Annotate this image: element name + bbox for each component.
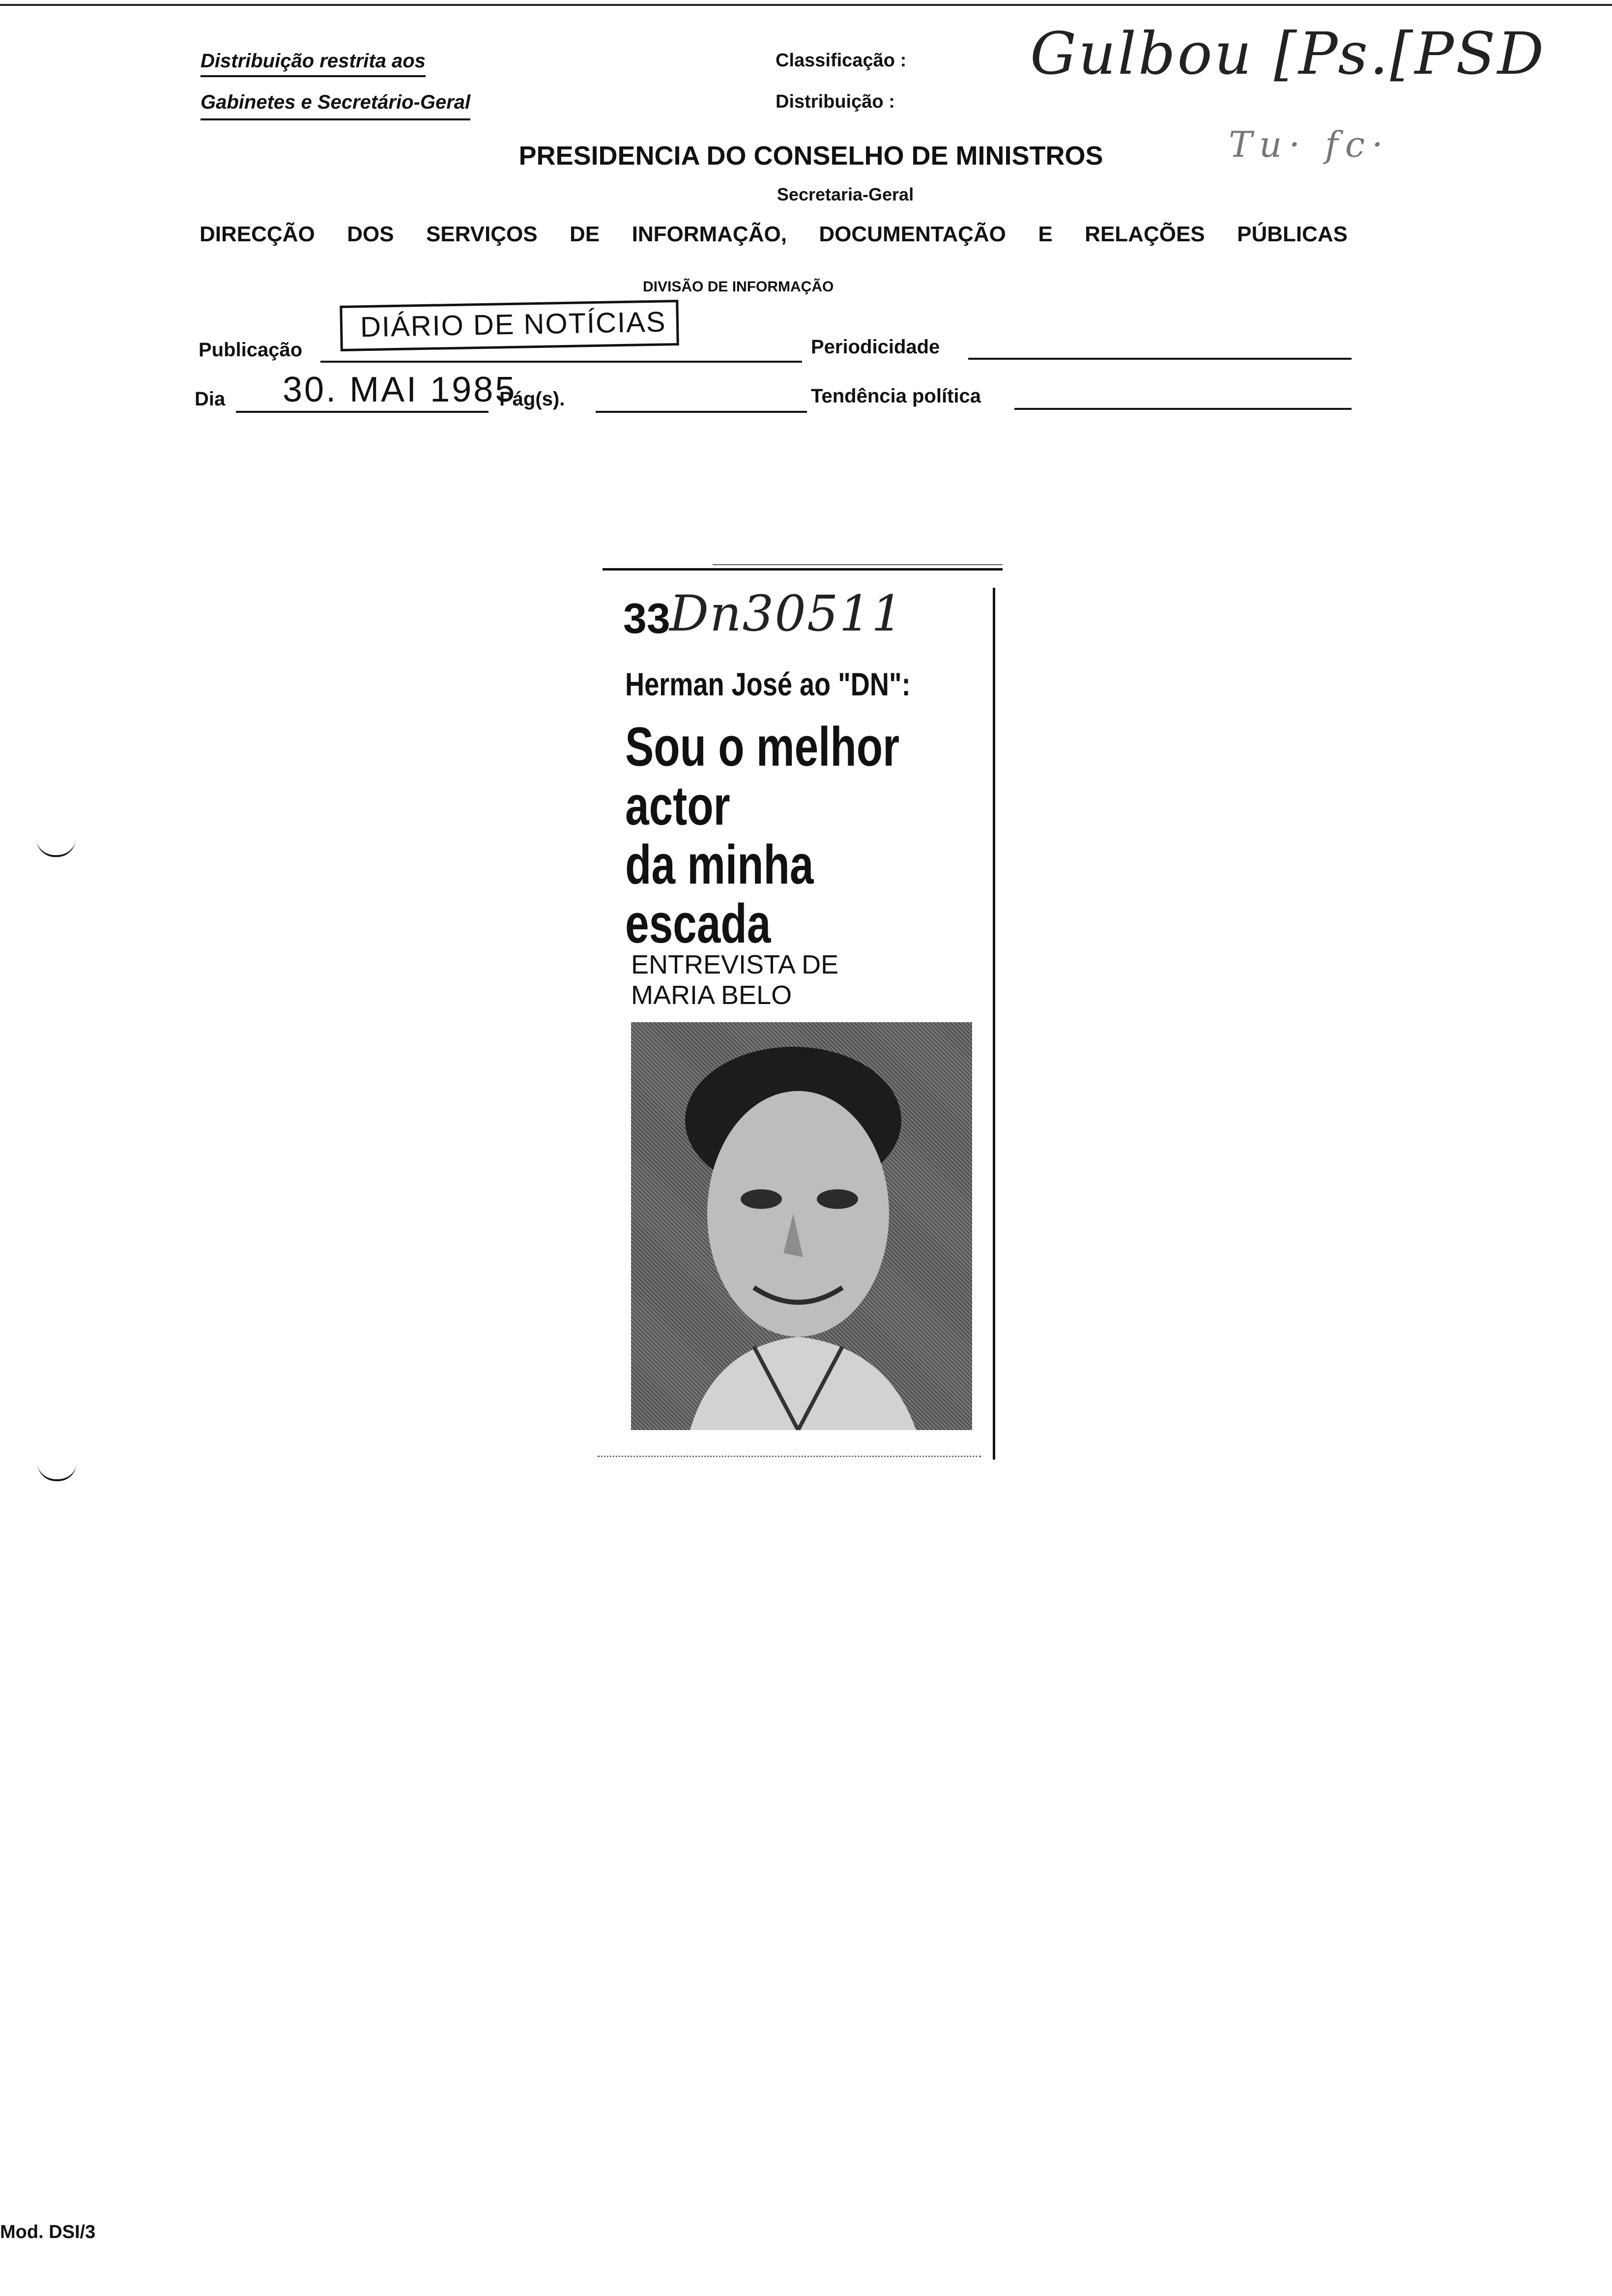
distribution-restriction-line1: Distribuição restrita aos <box>201 50 426 72</box>
clipping-top-rule <box>603 568 1003 571</box>
date-stamp: 30. MAI 1985 <box>283 370 517 409</box>
publication-label: Publicação <box>199 339 303 361</box>
headline-line: da minha <box>625 834 814 895</box>
division-title: DIVISÃO DE INFORMAÇÃO <box>643 279 834 295</box>
classification-label: Classificação : <box>776 50 907 71</box>
headline-line: actor <box>625 775 730 836</box>
periodicity-label: Periodicidade <box>811 336 940 358</box>
article-kicker: Herman José ao "DN": <box>625 666 911 702</box>
handwritten-classification: Gulbou [Ps.[PSD <box>1030 20 1546 87</box>
publication-stamp: DIÁRIO DE NOTÍCIAS <box>340 300 679 351</box>
institution-title: PRESIDENCIA DO CONSELHO DE MINISTROS <box>518 141 1103 171</box>
pages-line <box>596 411 807 413</box>
top-border-line <box>0 4 1612 6</box>
punch-mark-top <box>36 838 76 857</box>
day-label: Dia <box>195 388 226 410</box>
clipping-handwritten-reference: Dn30511 <box>669 585 904 642</box>
political-tendency-line <box>1014 408 1352 410</box>
article-byline <box>631 949 838 1010</box>
periodicity-line <box>968 358 1352 360</box>
clipping-bottom-edge <box>598 1456 981 1457</box>
headline-line: escada <box>625 893 771 954</box>
portrait-photo <box>631 1022 972 1430</box>
political-tendency-label: Tendência política <box>811 385 981 407</box>
publication-line <box>320 361 802 363</box>
day-line <box>236 411 489 413</box>
distribution-restriction-line2: Gabinetes e Secretário-Geral <box>201 91 470 114</box>
directorate-title: DIRECÇÃO DOS SERVIÇOS DE INFORMAÇÃO, DOCUMENTAÇÃO E RELAÇÕES PÚBLICAS <box>200 222 1348 246</box>
punch-mark-bottom <box>37 1463 77 1481</box>
byline-line: MARIA BELO <box>631 980 792 1010</box>
headline-line: Sou o melhor <box>625 716 900 777</box>
secretariat-subtitle: Secretaria-Geral <box>777 184 914 204</box>
distribution-label: Distribuição : <box>776 91 895 112</box>
article-headline <box>625 718 899 953</box>
byline-line: ENTREVISTA DE <box>631 950 839 979</box>
pages-label: Pág(s). <box>499 388 565 410</box>
clipping-column-rule <box>993 588 995 1460</box>
handwritten-note: Tu· fc· <box>1229 124 1390 165</box>
clipping-page-number: 33 <box>623 595 670 642</box>
form-model-code: Mod. DSI/3 <box>0 2222 96 2242</box>
clipping-top-rule-thin <box>713 564 1003 565</box>
